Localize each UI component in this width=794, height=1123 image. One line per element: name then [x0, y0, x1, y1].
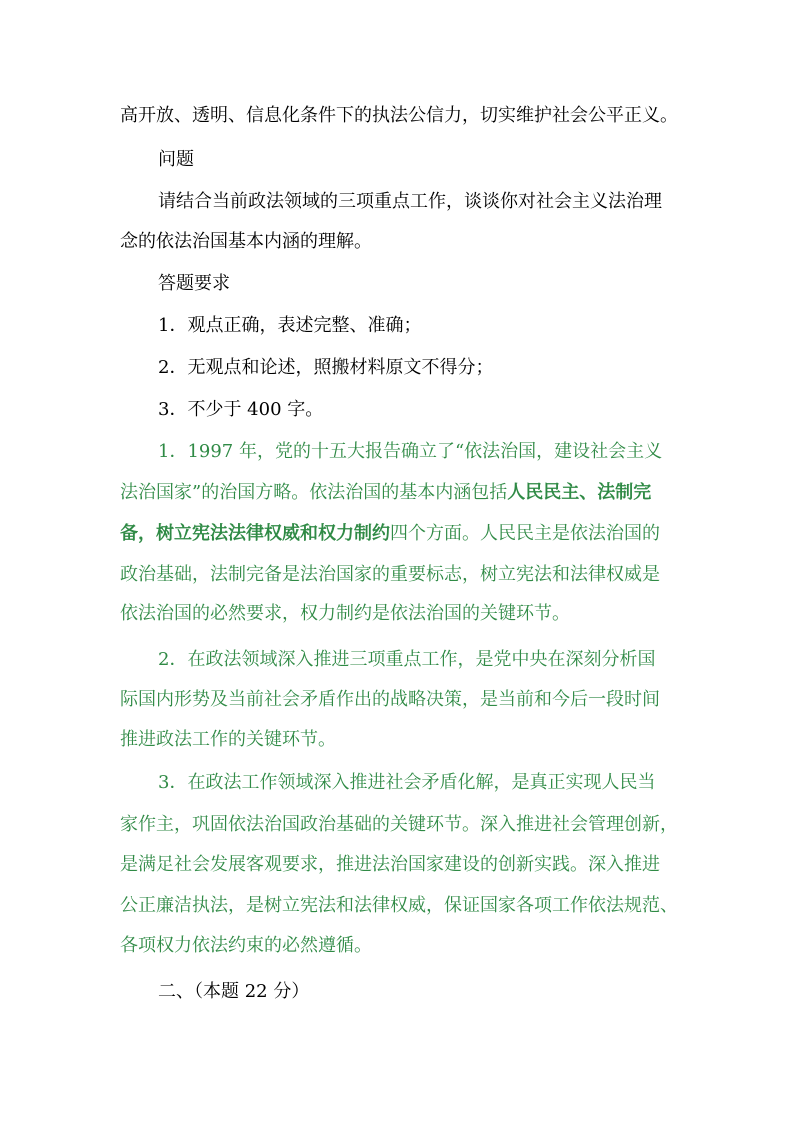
answer-p1-line-1: 1．1997 年，党的十五大报告确立了“依法治国，建设社会主义 [158, 441, 663, 462]
answer-p2-line-2: 际国内形势及当前社会矛盾作出的战略决策，是当前和今后一段时间 [120, 689, 660, 710]
question-prompt-line-2: 念的依法治国基本内涵的理解。 [120, 231, 372, 252]
requirement-item-2: 2．无观点和论述，照搬材料原文不得分； [158, 357, 494, 378]
answer-p1-line-3-text: 四个方面。人民民主是依法治国的 [390, 523, 660, 544]
answer-p1-emphasis-2: 备，树立宪法法律权威和权力制约 [120, 523, 390, 544]
question-heading: 问题 [158, 149, 194, 170]
intro-continuation: 高开放、透明、信息化条件下的执法公信力，切实维护社会公平正义。 [120, 105, 678, 126]
answer-p3-line-2: 家作主，巩固依法治国政治基础的关键环节。深入推进社会管理创新， [120, 814, 678, 835]
requirement-item-3: 3．不少于 400 字。 [158, 399, 324, 420]
section-two-heading: 二、（本题 22 分） [158, 981, 310, 1002]
answer-p3-line-4: 公正廉洁执法，是树立宪法和法律权威，保证国家各项工作依法规范、 [120, 895, 678, 916]
answer-p1-line-5: 依法治国的必然要求，权力制约是依法治国的关键环节。 [120, 603, 570, 624]
answer-p1-emphasis-1: 人民民主、法制完 [507, 482, 652, 503]
answer-p2-line-1: 2．在政法领域深入推进三项重点工作，是党中央在深刻分析国 [158, 649, 656, 670]
requirement-item-1: 1．观点正确，表述完整、准确； [158, 315, 422, 336]
answer-p3-line-5: 各项权力依法约束的必然遵循。 [120, 935, 372, 956]
answer-p3-line-1: 3．在政法工作领域深入推进社会矛盾化解，是真正实现人民当 [158, 772, 656, 793]
answer-p1-line-3 [0, 522, 794, 546]
answer-p1-line-4: 政治基础，法制完备是法治国家的重要标志，树立宪法和法律权威是 [120, 564, 660, 585]
answer-p1-line-2-text: 法治国家”的治国方略。依法治国的基本内涵包括 [120, 482, 508, 503]
question-prompt-line-1: 请结合当前政法领域的三项重点工作，谈谈你对社会主义法治理 [158, 191, 662, 212]
answer-p3-line-3: 是满足社会发展客观要求，推进法治国家建设的创新实践。深入推进 [120, 854, 660, 875]
requirements-heading: 答题要求 [158, 273, 230, 294]
answer-p1-line-2 [0, 481, 794, 505]
answer-p2-line-3: 推进政法工作的关键环节。 [120, 729, 336, 750]
